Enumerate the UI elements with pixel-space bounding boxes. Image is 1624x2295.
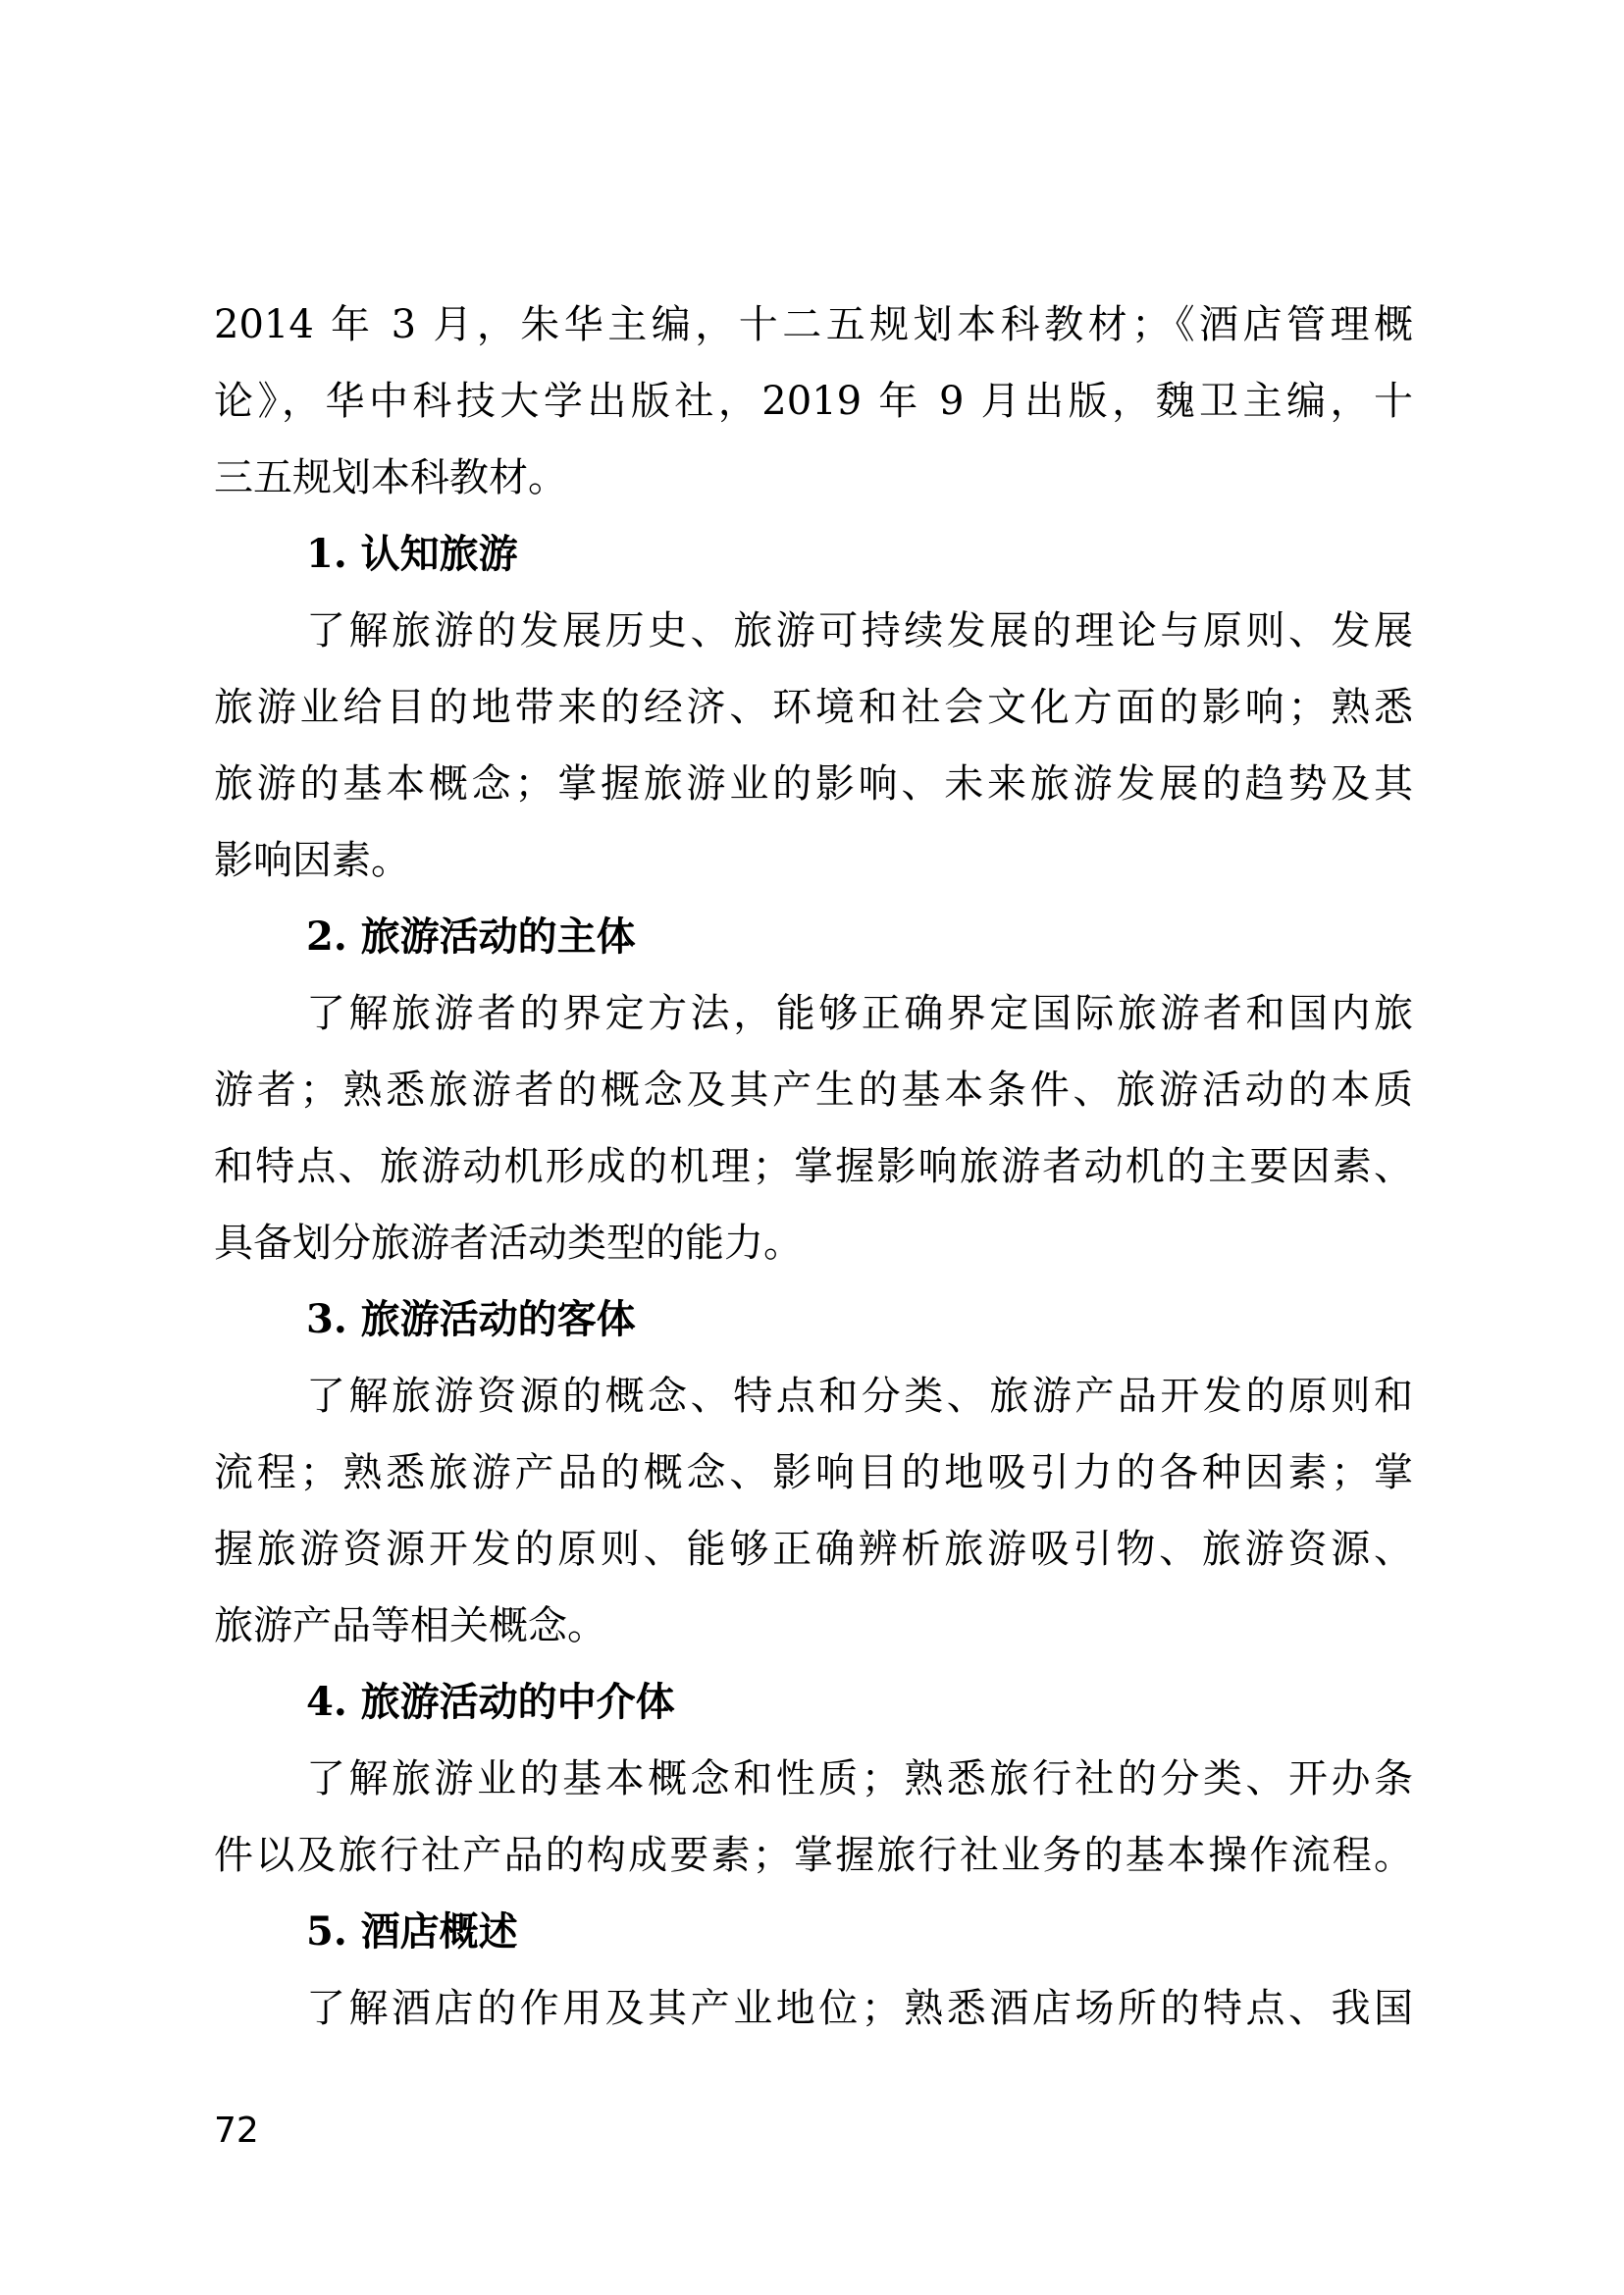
section-heading: 1. 认知旅游 (306, 531, 518, 577)
section-heading: 5. 酒店概述 (306, 1908, 518, 1955)
text-line: 流程；熟悉旅游产品的概念、影响目的地吸引力的各种因素；掌 (214, 1450, 1413, 1495)
page-number: 72 (214, 2111, 259, 2151)
text-line: 了解旅游的发展历史、旅游可持续发展的理论与原则、发展 (306, 608, 1413, 653)
text-line: 了解旅游业的基本概念和性质；熟悉旅行社的分类、开办条 (306, 1756, 1413, 1801)
section-heading: 4. 旅游活动的中介体 (306, 1679, 675, 1725)
text-line: 了解旅游资源的概念、特点和分类、旅游产品开发的原则和 (306, 1374, 1413, 1419)
text-line: 具备划分旅游者活动类型的能力。 (214, 1221, 803, 1266)
text-line: 旅游产品等相关概念。 (214, 1603, 606, 1648)
text-line: 三五规划本科教材。 (214, 455, 567, 500)
text-line: 和特点、旅游动机形成的机理；掌握影响旅游者动机的主要因素、 (214, 1144, 1413, 1189)
section-heading: 2. 旅游活动的主体 (306, 913, 636, 960)
text-line: 论》，华中科技大学出版社，2019 年 9 月出版，魏卫主编，十 (214, 379, 1413, 424)
text-line: 了解酒店的作用及其产业地位；熟悉酒店场所的特点、我国 (306, 1986, 1413, 2031)
text-line: 2014 年 3 月，朱华主编，十二五规划本科教材；《酒店管理概 (214, 302, 1413, 347)
text-line: 游者；熟悉旅游者的概念及其产生的基本条件、旅游活动的本质 (214, 1068, 1413, 1113)
section-heading: 3. 旅游活动的客体 (306, 1296, 636, 1342)
body-text (214, 287, 1413, 2047)
text-line: 握旅游资源开发的原则、能够正确辨析旅游吸引物、旅游资源、 (214, 1527, 1413, 1572)
text-line: 了解旅游者的界定方法，能够正确界定国际旅游者和国内旅 (306, 991, 1413, 1036)
text-line: 旅游的基本概念；掌握旅游业的影响、未来旅游发展的趋势及其 (214, 761, 1413, 807)
text-line: 件以及旅行社产品的构成要素；掌握旅行社业务的基本操作流程。 (214, 1833, 1413, 1878)
text-line: 影响因素。 (214, 838, 410, 883)
text-line: 旅游业给目的地带来的经济、环境和社会文化方面的影响；熟悉 (214, 685, 1413, 730)
